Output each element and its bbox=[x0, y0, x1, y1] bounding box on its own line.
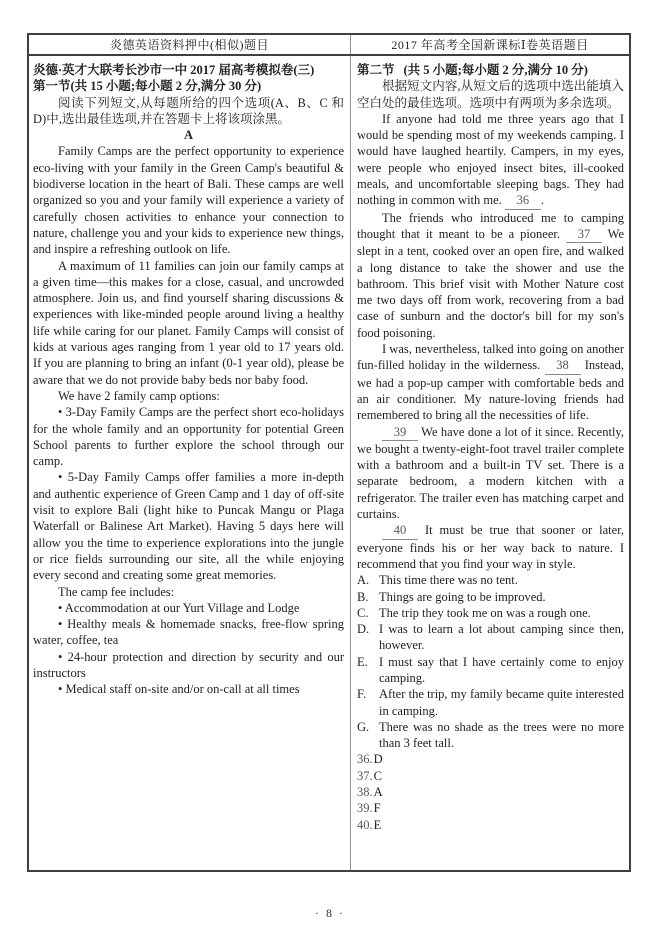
answer-item bbox=[357, 768, 624, 784]
section-label: 第二节 bbox=[357, 63, 395, 77]
section-info: (共 15 小题;每小题 2 分,满分 30 分) bbox=[70, 79, 262, 94]
option-text: I was to learn a lot about camping since then, however. bbox=[379, 622, 624, 653]
bullet-item: • Medical staff on-site and/or on-call at all times bbox=[58, 682, 300, 697]
comparison-table bbox=[27, 33, 631, 872]
paragraph: The camp fee includes: bbox=[58, 584, 175, 599]
options-list bbox=[357, 572, 624, 751]
table-header-row bbox=[29, 35, 629, 56]
option-label: B. bbox=[357, 589, 369, 604]
bullet-item: • 24-hour protection and direction by security and our instructors bbox=[33, 649, 344, 680]
blank-39: 39 bbox=[382, 424, 418, 441]
header-cell-left: 炎德英语资料押中(相似)题目 bbox=[29, 35, 351, 54]
option-item bbox=[357, 621, 624, 654]
answer-choice: D bbox=[373, 752, 383, 767]
option-label: G. bbox=[357, 719, 370, 734]
paragraph: 39 We have done a lot of it since. Recently, we bought a twenty-eight-foot travel trailer complete with a bathroom and a built-in TV set. There is a separate bedroom, a modern kitchen with a refrigerator. The trailer even has matching carpet and curtains. bbox=[357, 424, 624, 522]
exam-title: 炎德·英才大联考长沙市一中 2017 届高考模拟卷(三) bbox=[33, 63, 315, 77]
answer-number: 39. bbox=[357, 801, 373, 816]
section-label: 第一节 bbox=[33, 79, 71, 94]
paragraph: 40 It must be true that sooner or later, everyone finds his or her way back to nature. I recommend that you find your way in style. bbox=[357, 523, 624, 571]
blank-38: 38 bbox=[545, 357, 581, 374]
instructions-cn: 阅读下列短文,从每题所给的四个选项(A、B、C 和 D)中,选出最佳选项,并在答题卡上将该项涂黑。 bbox=[33, 95, 344, 126]
answer-item bbox=[357, 800, 624, 816]
option-label: F. bbox=[357, 687, 367, 702]
page-number: · 8 · bbox=[315, 906, 345, 920]
option-item bbox=[357, 719, 624, 752]
answer-choice: E bbox=[373, 817, 382, 832]
table-body-row bbox=[29, 56, 629, 870]
passage-label: A bbox=[183, 128, 194, 143]
paragraph: The friends who introduced me to camping thought that it meant to be a pioneer. 37 We slept in a tent, cooked over an open fire, and walked a long distance to take the shower and use the bathroom. This brief visit with Mother Nature cost me two days off from work, recovering from a bad case of sunburn and the doctor's bill for my son's food poisoning. bbox=[357, 210, 624, 340]
left-column bbox=[29, 56, 351, 870]
answer-item bbox=[357, 751, 624, 767]
paragraph: A maximum of 11 families can join our family camps at a given time—this makes for a close, casual, and uncrowded atmosphere. Join us, and find yourself sharing discussions & experiences with like-minded people around living a healthy life while caring for our planet. Family Camps will consist of kids at various ages ranging from 1 year old to 17 years old. If you are planning to bring an infant (0-1 year old), please be aware that we do not provide baby beds nor baby food. bbox=[33, 258, 344, 387]
blank-36: 36 bbox=[505, 192, 541, 209]
answer-choice: C bbox=[373, 768, 382, 783]
answer-choice: F bbox=[373, 801, 381, 816]
header-cell-right: 2017 年高考全国新课标Ⅰ卷英语题目 bbox=[391, 38, 589, 52]
blank-40: 40 bbox=[382, 522, 418, 539]
option-item bbox=[357, 572, 624, 588]
section-info: (共 5 小题;每小题 2 分,满分 10 分) bbox=[403, 63, 588, 77]
section-heading-left bbox=[33, 78, 344, 94]
option-text: The trip they took me on was a rough one. bbox=[379, 605, 591, 620]
option-text: There was no shade as the trees were no more than 3 feet tall. bbox=[379, 719, 624, 751]
answer-item bbox=[357, 817, 624, 833]
right-column bbox=[351, 56, 629, 870]
answer-number: 38. bbox=[357, 785, 373, 800]
paragraph: I was, nevertheless, talked into going on another fun-filled holiday in the wilderness. 38 Instead, we had a pop-up camper with comfortable beds and an air conditioner. My nature-loving friends had remembered to bring all the necessities of life. bbox=[357, 342, 624, 423]
answer-number: 40. bbox=[357, 817, 373, 832]
option-item bbox=[357, 686, 624, 719]
option-text: I must say that I have certainly come to enjoy camping. bbox=[379, 654, 624, 685]
paragraph: If anyone had told me three years ago that I would be spending most of my weekends camping. I would have laughed heartily. Campers, in my eyes, were people who enjoyed insect bites, ill-cooked meals, and uncomfortable sleeping bags. They had nothing in common with me. 36 . bbox=[357, 111, 624, 210]
option-text: After the trip, my family became quite interested in camping. bbox=[379, 687, 624, 718]
option-text: This time there was no tent. bbox=[379, 573, 518, 588]
instructions-cn: 根据短文内容,从短文后的选项中选出能填入空白处的最佳选项。选项中有两项为多余选项。 bbox=[357, 79, 624, 110]
paragraph: We have 2 family camp options: bbox=[58, 388, 220, 403]
option-item bbox=[357, 589, 624, 605]
answer-number: 36. bbox=[357, 752, 373, 767]
answer-number: 37. bbox=[357, 768, 373, 783]
blank-37: 37 bbox=[566, 226, 602, 243]
bullet-item: • 3-Day Family Camps are the perfect short eco-holidays for the whole family and an opportunity for potential Green School parents to further explore the school through our camp. bbox=[33, 405, 344, 469]
option-label: A. bbox=[357, 573, 370, 588]
bullet-item: • 5-Day Family Camps offer families a more in-depth and authentic experience of Green Camp and 1 day of off-site visit to explore Bali (light hike to Puncak Mangu or Plaga Waterfall or Balinese Art Market). Having 5 days here will allow you the time to experience explorations into the jungle or rice fields surrounding our site, all the while enjoying every second and creating some great memories. bbox=[33, 470, 344, 583]
bullet-item: • Accommodation at our Yurt Village and Lodge bbox=[58, 600, 300, 615]
option-item bbox=[357, 654, 624, 687]
option-item bbox=[357, 605, 624, 621]
answer-choice: A bbox=[373, 785, 383, 800]
answer-item bbox=[357, 784, 624, 800]
option-label: D. bbox=[357, 622, 370, 637]
answers-list bbox=[357, 751, 624, 832]
bullet-item: • Healthy meals & homemade snacks, free-flow spring water, coffee, tea bbox=[33, 617, 344, 648]
option-label: E. bbox=[357, 654, 368, 669]
option-text: Things are going to be improved. bbox=[379, 589, 546, 604]
section-heading-right bbox=[357, 62, 624, 78]
option-label: C. bbox=[357, 605, 369, 620]
paragraph: Family Camps are the perfect opportunity to experience eco-living with your family in the Green Camp's beautiful & biodiverse location in the heart of Bali. These camps are well organized so you and your family will experience a variety of carefully chosen activities to enhance your connection to nature, challenge you and your kids to experience new things, and inspire a refreshing outlook on life. bbox=[33, 144, 344, 257]
